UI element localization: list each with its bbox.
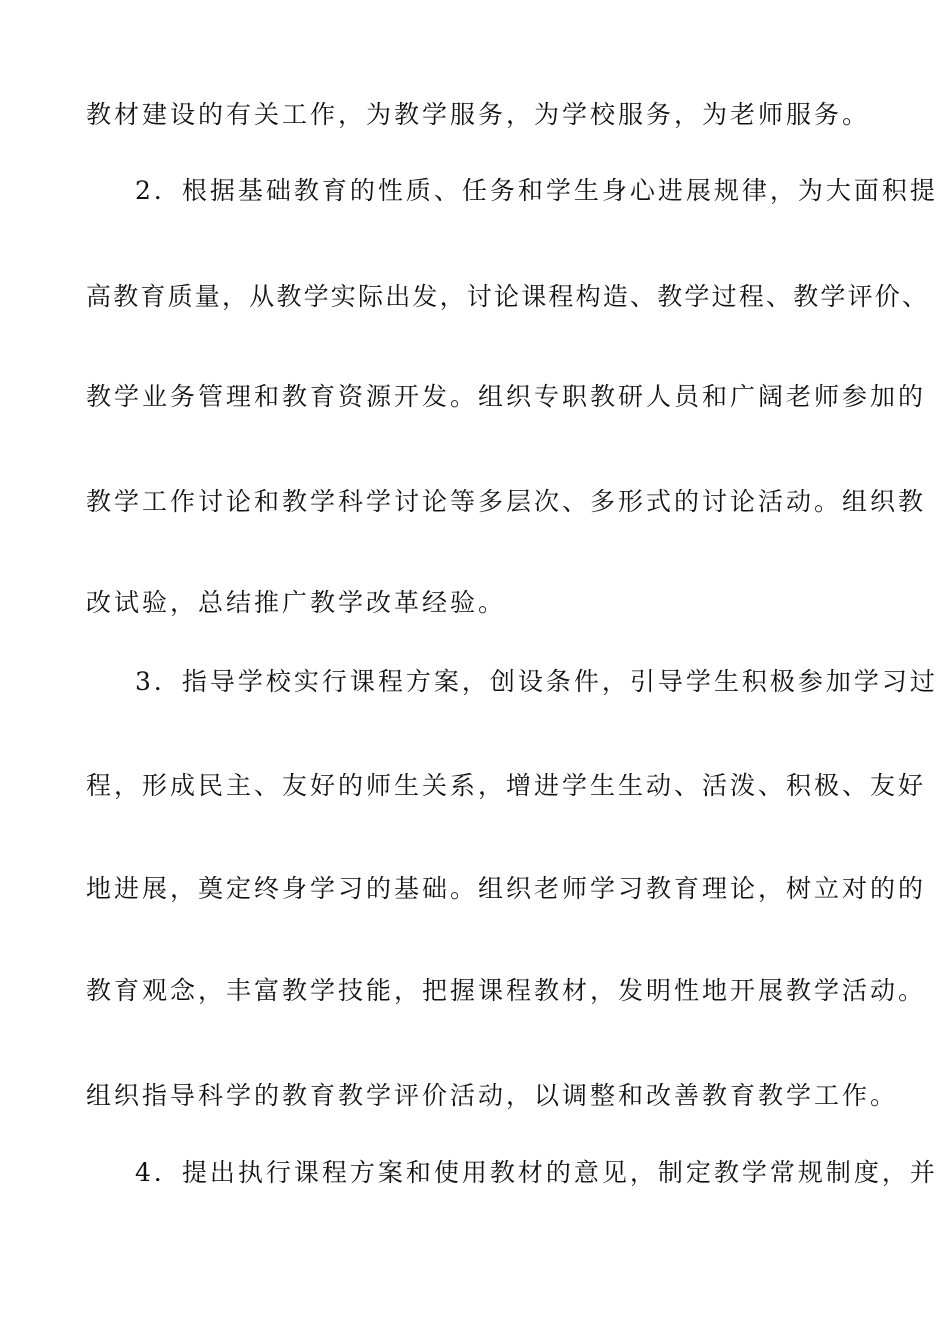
paragraph-line: 教学业务管理和教育资源开发。组织专职教研人员和广阔老师参加的 [86, 382, 927, 411]
paragraph-line: 3．指导学校实行课程方案，创设条件，引导学生积极参加学习过 [135, 667, 938, 696]
paragraph-line: 教材建设的有关工作，为教学服务，为学校服务，为老师服务。 [86, 100, 871, 129]
paragraph-line: 程，形成民主、友好的师生关系，增进学生生动、活泼、积极、友好 [86, 771, 927, 800]
paragraph-line: 高教育质量，从教学实际出发，讨论课程构造、教学过程、教学评价、 [86, 282, 930, 311]
paragraph-line: 教学工作讨论和教学科学讨论等多层次、多形式的讨论活动。组织教 [86, 487, 927, 516]
paragraph-line: 4．提出执行课程方案和使用教材的意见，制定教学常规制度，并 [135, 1158, 938, 1187]
paragraph-line: 地进展，奠定终身学习的基础。组织老师学习教育理论，树立对的的 [86, 874, 927, 903]
paragraph-line: 组织指导科学的教育教学评价活动，以调整和改善教育教学工作。 [86, 1081, 899, 1110]
paragraph-line: 教育观念，丰富教学技能，把握课程教材，发明性地开展教学活动。 [86, 976, 927, 1005]
paragraph-line: 2．根据基础教育的性质、任务和学生身心进展规律，为大面积提 [135, 176, 938, 205]
paragraph-line: 改试验，总结推广教学改革经验。 [86, 588, 507, 617]
